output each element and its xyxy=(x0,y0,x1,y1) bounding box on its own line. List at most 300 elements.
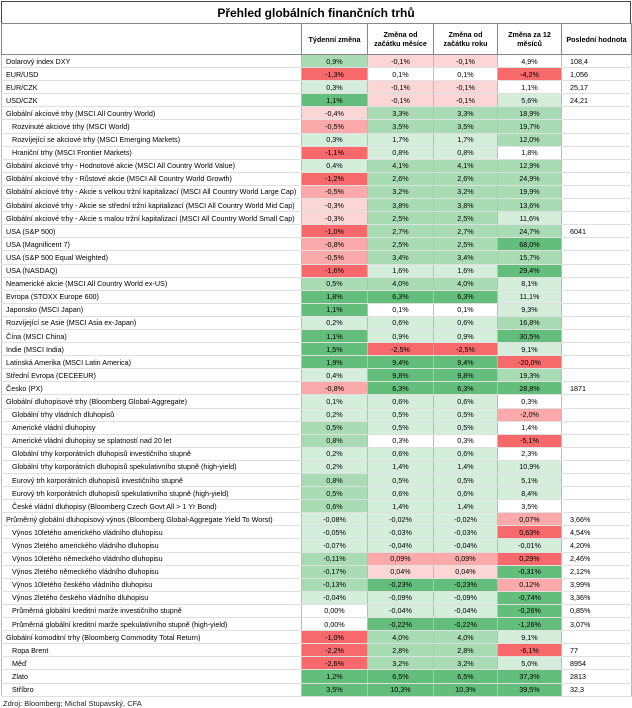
cell-ytd: -0,02% xyxy=(434,513,498,526)
cell-last xyxy=(562,159,632,172)
cell-12m: 10,9% xyxy=(498,460,562,473)
cell-weekly: -0,5% xyxy=(302,251,368,264)
cell-mtd: -2,5% xyxy=(368,343,434,356)
table-row xyxy=(2,500,632,513)
table-row xyxy=(2,421,632,434)
cell-ytd: 3,2% xyxy=(434,657,498,670)
header-weekly: Týdenní změna xyxy=(302,24,368,55)
cell-name: Evropa (STOXX Europe 600) xyxy=(2,290,302,303)
table-row xyxy=(2,487,632,500)
cell-ytd: 2,7% xyxy=(434,225,498,238)
cell-mtd: 1,4% xyxy=(368,460,434,473)
table-row xyxy=(2,199,632,212)
cell-last: 8954 xyxy=(562,657,632,670)
cell-name: Globální akciové trhy - Hodnotové akcie (MSCI All Country World Value) xyxy=(2,159,302,172)
cell-mtd: 1,7% xyxy=(368,133,434,146)
cell-weekly: -0,5% xyxy=(302,120,368,133)
cell-ytd: 0,6% xyxy=(434,316,498,329)
cell-weekly: 0,00% xyxy=(302,618,368,631)
cell-weekly: 0,2% xyxy=(302,316,368,329)
cell-last xyxy=(562,395,632,408)
cell-mtd: 0,6% xyxy=(368,395,434,408)
cell-ytd: 4,0% xyxy=(434,631,498,644)
header-last: Poslední hodnota xyxy=(562,24,632,55)
cell-name: EUR/USD xyxy=(2,68,302,81)
cell-last xyxy=(562,408,632,421)
page-title: Přehled globálních finančních trhů xyxy=(1,1,631,23)
header-mtd: Změna od začátku měsíce xyxy=(368,24,434,55)
cell-weekly: 0,8% xyxy=(302,474,368,487)
cell-12m: 24,7% xyxy=(498,225,562,238)
table-row xyxy=(2,683,632,696)
cell-last xyxy=(562,487,632,500)
cell-weekly: -1,6% xyxy=(302,264,368,277)
table-row xyxy=(2,212,632,225)
cell-name: Průměrný globální dluhopisový výnos (Bloomberg Global-Aggregate Yield To Worst) xyxy=(2,513,302,526)
table-row xyxy=(2,303,632,316)
cell-12m: 15,7% xyxy=(498,251,562,264)
cell-last xyxy=(562,199,632,212)
cell-mtd: 3,3% xyxy=(368,107,434,120)
cell-name: Výnos 10letého amerického vládního dluhopisu xyxy=(2,526,302,539)
cell-name: Eurový trh korporátních dluhopisů investičního stupně xyxy=(2,474,302,487)
cell-last xyxy=(562,290,632,303)
table-row xyxy=(2,185,632,198)
cell-12m: 0,3% xyxy=(498,395,562,408)
cell-mtd: 0,04% xyxy=(368,565,434,578)
cell-mtd: 3,5% xyxy=(368,120,434,133)
cell-ytd: 0,04% xyxy=(434,565,498,578)
cell-name: Výnos 10letého německého vládního dluhopisu xyxy=(2,552,302,565)
cell-12m: 1,1% xyxy=(498,81,562,94)
cell-last xyxy=(562,343,632,356)
cell-name: Neamerické akcie (MSCI All Country World ex-US) xyxy=(2,277,302,290)
cell-ytd: 4,1% xyxy=(434,159,498,172)
cell-12m: 1,4% xyxy=(498,421,562,434)
cell-weekly: -0,07% xyxy=(302,539,368,552)
cell-12m: 1,8% xyxy=(498,146,562,159)
cell-name: Průměrná globální kreditní marže spekulativního stupně (high-yield) xyxy=(2,618,302,631)
cell-weekly: -0,11% xyxy=(302,552,368,565)
table-row xyxy=(2,264,632,277)
cell-12m: 29,4% xyxy=(498,264,562,277)
cell-ytd: 2,8% xyxy=(434,644,498,657)
cell-weekly: 0,6% xyxy=(302,500,368,513)
table-row xyxy=(2,434,632,447)
cell-name: Globální akciové trhy - Akcie s malou tržní kapitalizací (MSCI All Country World Small Cap) xyxy=(2,212,302,225)
cell-ytd: 0,5% xyxy=(434,474,498,487)
cell-mtd: 4,0% xyxy=(368,631,434,644)
cell-name: Stříbro xyxy=(2,683,302,696)
cell-12m: -4,2% xyxy=(498,68,562,81)
cell-12m: 5,0% xyxy=(498,657,562,670)
cell-12m: 9,1% xyxy=(498,631,562,644)
cell-name: USA (S&P 500 Equal Weighted) xyxy=(2,251,302,264)
table-row xyxy=(2,277,632,290)
cell-mtd: 0,1% xyxy=(368,303,434,316)
cell-name: Dolarový index DXY xyxy=(2,55,302,68)
cell-name: Měď xyxy=(2,657,302,670)
cell-ytd: 2,5% xyxy=(434,238,498,251)
table-row xyxy=(2,408,632,421)
cell-weekly: 0,9% xyxy=(302,55,368,68)
cell-mtd: 3,8% xyxy=(368,199,434,212)
cell-last: 6041 xyxy=(562,225,632,238)
cell-weekly: -1,0% xyxy=(302,631,368,644)
cell-ytd: 3,3% xyxy=(434,107,498,120)
cell-mtd: -0,22% xyxy=(368,618,434,631)
cell-ytd: -0,1% xyxy=(434,55,498,68)
cell-12m: 5,1% xyxy=(498,474,562,487)
cell-last xyxy=(562,120,632,133)
cell-ytd: 0,5% xyxy=(434,408,498,421)
cell-name: Rozvíjející se akciové trhy (MSCI Emerging Markets) xyxy=(2,133,302,146)
cell-weekly: -0,05% xyxy=(302,526,368,539)
cell-last xyxy=(562,238,632,251)
cell-last: 3,36% xyxy=(562,591,632,604)
cell-name: Globální akciové trhy (MSCI All Country World) xyxy=(2,107,302,120)
cell-last: 4,20% xyxy=(562,539,632,552)
cell-12m: 0,63% xyxy=(498,526,562,539)
cell-name: Americké vládní dluhopisy se splatností nad 20 let xyxy=(2,434,302,447)
cell-last xyxy=(562,631,632,644)
cell-12m: 0,12% xyxy=(498,578,562,591)
cell-mtd: 0,8% xyxy=(368,146,434,159)
cell-last: 77 xyxy=(562,644,632,657)
cell-ytd: 9,4% xyxy=(434,356,498,369)
cell-mtd: 0,5% xyxy=(368,408,434,421)
cell-12m: 0,07% xyxy=(498,513,562,526)
cell-last xyxy=(562,185,632,198)
table-row xyxy=(2,526,632,539)
cell-last xyxy=(562,133,632,146)
cell-weekly: -0,08% xyxy=(302,513,368,526)
cell-mtd: 4,0% xyxy=(368,277,434,290)
cell-weekly: 0,8% xyxy=(302,434,368,447)
cell-12m: 18,9% xyxy=(498,107,562,120)
cell-name: Eurový trh korporátních dluhopisů spekulativního stupně (high-yield) xyxy=(2,487,302,500)
table-row xyxy=(2,513,632,526)
cell-weekly: -0,13% xyxy=(302,578,368,591)
table-row xyxy=(2,356,632,369)
cell-mtd: 3,2% xyxy=(368,657,434,670)
cell-last: 4,54% xyxy=(562,526,632,539)
cell-name: Globální akciové trhy - Růstové akcie (MSCI All Country World Growth) xyxy=(2,172,302,185)
cell-weekly: -1,1% xyxy=(302,146,368,159)
cell-weekly: 0,2% xyxy=(302,447,368,460)
cell-mtd: 2,5% xyxy=(368,212,434,225)
cell-mtd: 9,4% xyxy=(368,356,434,369)
cell-ytd: 2,6% xyxy=(434,172,498,185)
cell-last xyxy=(562,329,632,342)
cell-last: 32,3 xyxy=(562,683,632,696)
cell-weekly: -0,5% xyxy=(302,185,368,198)
cell-name: USA (S&P 500) xyxy=(2,225,302,238)
cell-weekly: 1,1% xyxy=(302,329,368,342)
cell-last xyxy=(562,146,632,159)
table-row xyxy=(2,618,632,631)
cell-mtd: 0,5% xyxy=(368,474,434,487)
cell-ytd: -0,03% xyxy=(434,526,498,539)
cell-weekly: -2,6% xyxy=(302,657,368,670)
cell-weekly: -0,8% xyxy=(302,382,368,395)
cell-weekly: -0,3% xyxy=(302,199,368,212)
table-row xyxy=(2,94,632,107)
table-row xyxy=(2,172,632,185)
cell-12m: 37,3% xyxy=(498,670,562,683)
cell-name: Globální dluhopisové trhy (Bloomberg Global-Aggregate) xyxy=(2,395,302,408)
cell-mtd: -0,04% xyxy=(368,539,434,552)
cell-mtd: 0,6% xyxy=(368,447,434,460)
cell-name: EUR/CZK xyxy=(2,81,302,94)
cell-mtd: -0,23% xyxy=(368,578,434,591)
header-row xyxy=(2,24,632,55)
cell-weekly: -1,3% xyxy=(302,68,368,81)
cell-ytd: 0,8% xyxy=(434,146,498,159)
cell-last xyxy=(562,500,632,513)
cell-last xyxy=(562,474,632,487)
table-row xyxy=(2,460,632,473)
cell-12m: 19,9% xyxy=(498,185,562,198)
cell-last: 1,056 xyxy=(562,68,632,81)
cell-weekly: -0,4% xyxy=(302,107,368,120)
table-row xyxy=(2,316,632,329)
cell-name: Japonsko (MSCI Japan) xyxy=(2,303,302,316)
table-row xyxy=(2,578,632,591)
market-overview-page xyxy=(0,1,632,708)
cell-ytd: -0,1% xyxy=(434,94,498,107)
cell-mtd: 9,8% xyxy=(368,369,434,382)
cell-last xyxy=(562,316,632,329)
cell-last xyxy=(562,212,632,225)
cell-ytd: -2,5% xyxy=(434,343,498,356)
header-name xyxy=(2,24,302,55)
cell-12m: 13,6% xyxy=(498,199,562,212)
cell-ytd: -0,04% xyxy=(434,604,498,617)
table-row xyxy=(2,552,632,565)
cell-weekly: -0,8% xyxy=(302,238,368,251)
cell-12m: -6,1% xyxy=(498,644,562,657)
cell-weekly: 0,3% xyxy=(302,133,368,146)
table-row xyxy=(2,290,632,303)
source-note: Zdroj: Bloomberg; Michal Stupavský, CFA xyxy=(3,698,142,708)
cell-mtd: 2,7% xyxy=(368,225,434,238)
cell-weekly: -1,0% xyxy=(302,225,368,238)
cell-weekly: 0,3% xyxy=(302,81,368,94)
cell-weekly: 0,00% xyxy=(302,604,368,617)
cell-weekly: 0,2% xyxy=(302,408,368,421)
cell-name: Globální akciové trhy - Akcie s velkou tržní kapitalizací (MSCI All Country World Large Cap) xyxy=(2,185,302,198)
cell-weekly: -0,04% xyxy=(302,591,368,604)
table-row xyxy=(2,565,632,578)
cell-name: Globální komoditní trhy (Bloomberg Commodity Total Return) xyxy=(2,631,302,644)
cell-name: Výnos 2letého českého vládního dluhopisu xyxy=(2,591,302,604)
cell-12m: 11,1% xyxy=(498,290,562,303)
market-table xyxy=(1,23,632,697)
table-row xyxy=(2,343,632,356)
cell-name: Indie (MSCI India) xyxy=(2,343,302,356)
table-row xyxy=(2,133,632,146)
table-row xyxy=(2,251,632,264)
cell-weekly: -0,17% xyxy=(302,565,368,578)
cell-last xyxy=(562,421,632,434)
cell-last: 3,66% xyxy=(562,513,632,526)
table-row xyxy=(2,631,632,644)
cell-ytd: -0,23% xyxy=(434,578,498,591)
cell-last: 24,21 xyxy=(562,94,632,107)
cell-weekly: 0,4% xyxy=(302,159,368,172)
cell-12m: -0,01% xyxy=(498,539,562,552)
cell-ytd: 2,5% xyxy=(434,212,498,225)
cell-12m: 39,5% xyxy=(498,683,562,696)
cell-mtd: 6,3% xyxy=(368,382,434,395)
cell-last: 2,12% xyxy=(562,565,632,578)
cell-last xyxy=(562,434,632,447)
cell-ytd: 0,3% xyxy=(434,434,498,447)
cell-12m: -0,74% xyxy=(498,591,562,604)
cell-mtd: 0,6% xyxy=(368,316,434,329)
cell-ytd: 0,6% xyxy=(434,447,498,460)
cell-mtd: -0,1% xyxy=(368,94,434,107)
cell-mtd: 0,3% xyxy=(368,434,434,447)
cell-ytd: 10,3% xyxy=(434,683,498,696)
table-row xyxy=(2,382,632,395)
cell-last: 25,17 xyxy=(562,81,632,94)
table-row xyxy=(2,539,632,552)
cell-12m: 30,5% xyxy=(498,329,562,342)
cell-mtd: 2,8% xyxy=(368,644,434,657)
cell-12m: 11,6% xyxy=(498,212,562,225)
cell-ytd: -0,22% xyxy=(434,618,498,631)
cell-weekly: 0,1% xyxy=(302,395,368,408)
cell-12m: -0,31% xyxy=(498,565,562,578)
cell-name: Hraniční trhy (MSCI Frontier Markets) xyxy=(2,146,302,159)
cell-12m: -20,0% xyxy=(498,356,562,369)
cell-mtd: -0,09% xyxy=(368,591,434,604)
cell-12m: 12,9% xyxy=(498,159,562,172)
table-body xyxy=(2,55,632,697)
table-row xyxy=(2,657,632,670)
table-row xyxy=(2,395,632,408)
cell-name: Globální akciové trhy - Akcie se střední tržní kapitalizací (MSCI All Country World Mid Cap) xyxy=(2,199,302,212)
cell-mtd: 2,5% xyxy=(368,238,434,251)
cell-name: České vládní dluhopisy (Bloomberg Czech Govt All > 1 Yr Bond) xyxy=(2,500,302,513)
cell-weekly: 1,9% xyxy=(302,356,368,369)
cell-12m: 4,9% xyxy=(498,55,562,68)
cell-name: Výnos 2letého amerického vládního dluhopisu xyxy=(2,539,302,552)
table-row xyxy=(2,107,632,120)
cell-last: 2,46% xyxy=(562,552,632,565)
table-row xyxy=(2,68,632,81)
cell-last xyxy=(562,447,632,460)
cell-name: USD/CZK xyxy=(2,94,302,107)
cell-last xyxy=(562,460,632,473)
cell-ytd: -0,09% xyxy=(434,591,498,604)
cell-name: Americké vládní dluhopisy xyxy=(2,421,302,434)
cell-12m: 19,3% xyxy=(498,369,562,382)
cell-12m: 16,8% xyxy=(498,316,562,329)
cell-name: Latinská Amerika (MSCI Latin America) xyxy=(2,356,302,369)
table-row xyxy=(2,55,632,68)
cell-ytd: 6,5% xyxy=(434,670,498,683)
cell-ytd: 3,2% xyxy=(434,185,498,198)
cell-mtd: 10,3% xyxy=(368,683,434,696)
cell-weekly: 3,5% xyxy=(302,683,368,696)
cell-ytd: 0,1% xyxy=(434,303,498,316)
table-row xyxy=(2,238,632,251)
cell-12m: 8,4% xyxy=(498,487,562,500)
table-row xyxy=(2,146,632,159)
table-row xyxy=(2,159,632,172)
cell-mtd: -0,1% xyxy=(368,55,434,68)
cell-last: 3,99% xyxy=(562,578,632,591)
cell-mtd: -0,1% xyxy=(368,81,434,94)
cell-weekly: 0,2% xyxy=(302,460,368,473)
cell-weekly: 0,4% xyxy=(302,369,368,382)
cell-name: Globální trhy korporátních dluhopisů investičního stupně xyxy=(2,447,302,460)
table-row xyxy=(2,447,632,460)
cell-12m: 9,3% xyxy=(498,303,562,316)
cell-weekly: 0,5% xyxy=(302,277,368,290)
cell-ytd: 1,4% xyxy=(434,500,498,513)
cell-ytd: 0,09% xyxy=(434,552,498,565)
cell-mtd: 2,6% xyxy=(368,172,434,185)
cell-ytd: -0,04% xyxy=(434,539,498,552)
cell-last xyxy=(562,172,632,185)
cell-12m: 68,0% xyxy=(498,238,562,251)
cell-weekly: -0,3% xyxy=(302,212,368,225)
table-row xyxy=(2,329,632,342)
cell-name: Rozvinuté akciové trhy (MSCI World) xyxy=(2,120,302,133)
table-row xyxy=(2,81,632,94)
cell-last xyxy=(562,277,632,290)
cell-mtd: 0,9% xyxy=(368,329,434,342)
cell-mtd: 0,1% xyxy=(368,68,434,81)
cell-mtd: 1,6% xyxy=(368,264,434,277)
cell-ytd: 0,6% xyxy=(434,395,498,408)
cell-last: 3,07% xyxy=(562,618,632,631)
header-ytd: Změna od začátku roku xyxy=(434,24,498,55)
cell-12m: 28,8% xyxy=(498,382,562,395)
cell-ytd: 1,7% xyxy=(434,133,498,146)
cell-mtd: 1,4% xyxy=(368,500,434,513)
cell-name: USA (NASDAQ) xyxy=(2,264,302,277)
cell-ytd: 4,0% xyxy=(434,277,498,290)
cell-weekly: 1,8% xyxy=(302,290,368,303)
cell-name: Globální trhy vládních dluhopisů xyxy=(2,408,302,421)
cell-ytd: 0,9% xyxy=(434,329,498,342)
header-12m: Změna za 12 měsíců xyxy=(498,24,562,55)
cell-ytd: 6,3% xyxy=(434,382,498,395)
cell-ytd: 3,5% xyxy=(434,120,498,133)
cell-name: Střední Evropa (CECEEUR) xyxy=(2,369,302,382)
cell-name: Výnos 2letého německého vládního dluhopisu xyxy=(2,565,302,578)
cell-12m: 3,5% xyxy=(498,500,562,513)
cell-last xyxy=(562,356,632,369)
cell-weekly: 0,5% xyxy=(302,421,368,434)
cell-weekly: 1,1% xyxy=(302,303,368,316)
cell-name: Čína (MSCI China) xyxy=(2,329,302,342)
table-row xyxy=(2,369,632,382)
cell-mtd: 4,1% xyxy=(368,159,434,172)
cell-weekly: 1,1% xyxy=(302,94,368,107)
cell-ytd: 3,4% xyxy=(434,251,498,264)
cell-name: Rozvíjející se Asie (MSCI Asia ex-Japan) xyxy=(2,316,302,329)
cell-12m: -2,0% xyxy=(498,408,562,421)
cell-ytd: 1,4% xyxy=(434,460,498,473)
cell-12m: -0,26% xyxy=(498,604,562,617)
cell-12m: 5,6% xyxy=(498,94,562,107)
